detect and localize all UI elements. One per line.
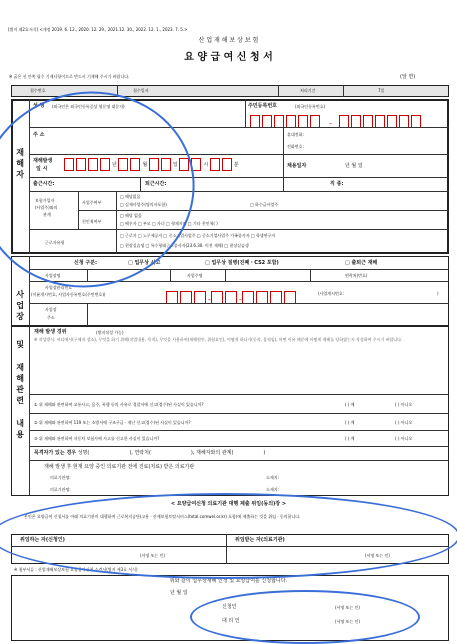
page-indicator: (앞 면) xyxy=(400,74,416,80)
worker-type-options-1[interactable]: □ 근로자 □ 노무제공자 □ 중소기업사업주 □ 중소기업사업주 가족종사자 □ 학생연구자 xyxy=(120,233,276,238)
business-start-close: ) xyxy=(437,291,439,296)
q1-yes[interactable]: ( ) 예 xyxy=(345,402,355,407)
disaster-date-field[interactable]: 년 월 일 시 분 xyxy=(64,158,274,174)
relative-option-none[interactable]: □ 해당 없음 xyxy=(120,213,142,218)
disaster-details-label: 재해 발생 경위 xyxy=(34,329,67,335)
q2-yes[interactable]: ( ) 예 xyxy=(345,420,355,425)
disaster-date-label-1: 재해발생 xyxy=(33,158,53,164)
delegator-sign[interactable]: (서명 또는 인) xyxy=(140,553,165,558)
q2-no[interactable]: ( ) 아니오 xyxy=(395,420,413,425)
phone-label: 전화번호: xyxy=(287,144,304,149)
page-title: 요 양 급 여 신 청 서 xyxy=(184,52,273,63)
worker-section-label: 재해자 xyxy=(15,148,25,181)
witness-close: ) xyxy=(263,450,266,456)
hospital-address-label[interactable]: 소재지: xyxy=(266,475,279,480)
q3-no[interactable]: ( ) 아니오 xyxy=(395,436,413,441)
business-start-label: (사업개시번호: xyxy=(318,291,345,296)
disaster-details-field[interactable] xyxy=(32,350,446,392)
instructions: ※ 굵은 선 안쪽 필수 기재사항이므로 반드시 기재해 주시기 바랍니다. xyxy=(9,74,130,79)
applicant-label: 신청인 xyxy=(222,604,237,610)
disaster-details-guide: ※ 작성방식: 어디에서(구체적 장소), 무엇을 하기 위해(작업내용, 목적), 무엇을 사용하여(재해원인, 위험요인), 어떻게 하다가(동작, 움직임), 어떤 이유 때문에 어떻게 재해를 당하였는지 작성하여 주시기 바랍니다. xyxy=(34,337,403,342)
witness-relation: ), 재해자와의 관계( xyxy=(190,450,234,456)
agency-title: 산 업 재 해 보 상 보 험 xyxy=(198,37,259,44)
job-type-label[interactable]: 직 종: xyxy=(330,181,344,187)
relative-check-label: 친인척여부 xyxy=(82,219,102,224)
owner-option-actual[interactable]: □ 실제사업주(명의자포함) xyxy=(120,202,167,207)
commute-time-label[interactable]: 출근시간: xyxy=(33,181,55,187)
application-statement: 위와 같이 업무상재해 인정 및 요양급여를 신청합니다. xyxy=(169,578,288,584)
rrn-hint: (외국인등록번호) xyxy=(295,104,326,109)
q3-yes[interactable]: ( ) 예 xyxy=(345,436,355,441)
delegatee-sign[interactable]: (서명 또는 인) xyxy=(365,553,390,558)
hospital-name-label-2[interactable]: 의료기관명: xyxy=(50,487,71,492)
hospital-address-label-2[interactable]: 소재지: xyxy=(266,487,279,492)
hospital-name-label[interactable]: 의료기관명: xyxy=(50,475,71,480)
question-insurance: ③ 위 재해와 관련하여 자동차 보험사에 사고를 신고한 사실이 있습니까? xyxy=(34,436,160,441)
mgmt-number-label-2: (이륜개시번호, 사업자등록번호(주민번호)) xyxy=(31,292,106,297)
receipt-number-label: 접수번호 xyxy=(30,88,46,93)
workplace-contact-label: 연락처(번호) xyxy=(345,273,368,278)
claim-type-prefix: 신청 구분: xyxy=(74,260,98,266)
workplace-address-label-1: 사업장 xyxy=(45,307,57,312)
delegator-label: 위임하는 자(신청인) xyxy=(20,537,65,543)
owner-option-none[interactable]: □ 해당없음 xyxy=(120,194,141,199)
relative-options[interactable]: □ 배우자 □ 부모 □ 자녀 □ 형제자매 □ 기타 친인척( ) xyxy=(120,221,218,226)
claim-type-accident[interactable]: □ 업무상 사고 xyxy=(128,260,161,266)
mobile-label: 휴대전화: xyxy=(287,132,304,137)
insured-relation-label-3: 관계 xyxy=(43,212,51,217)
claim-type-commute[interactable]: □ 출퇴근 재해 xyxy=(345,260,378,266)
processing-period-label: 처리기간 xyxy=(300,88,316,93)
workplace-name-label: 사업장명 xyxy=(45,273,61,278)
rrn-field[interactable]: - xyxy=(250,111,445,125)
claim-type-disease[interactable]: □ 업무상 질병(진폐・CS2 포함) xyxy=(205,260,279,266)
proxy-label: 대 리 인 xyxy=(222,618,240,624)
question-119: ② 위 재해와 관련하여 119 또는 소방서에 구조구급 · 재난 신고(접수)된 사실이 있습니까? xyxy=(34,420,191,425)
witness-label: 목격자가 있는 경우 xyxy=(34,450,77,456)
rrn-label: 주민등록번호 xyxy=(248,103,277,109)
delegation-heading: < 요양급여신청 의료기관 대행 제출 위임(동의)장 > xyxy=(170,501,287,507)
processing-period-value: 7일 xyxy=(378,88,385,93)
employment-date-label: 채용일자 xyxy=(287,163,307,169)
applicant-sign[interactable]: (서명 또는 인) xyxy=(335,605,360,610)
address-field[interactable] xyxy=(60,129,280,153)
leave-time-label[interactable]: 퇴근시간: xyxy=(145,181,167,187)
delegation-text: 본인은 요양급여 신청서를 아래 의료기관이 대행하여 근로복지공단(고용 · 산재보험토탈서비스(total.comwel.or.kr) 포함)에 제출하는 것을 위임 · 동의합니다. xyxy=(24,514,301,519)
witness-row[interactable] xyxy=(34,450,444,456)
name-field[interactable] xyxy=(33,110,243,126)
q1-no[interactable]: ( ) 아니오 xyxy=(395,402,413,407)
owner-option-subcontract[interactable]: □ 하수급사업주 xyxy=(250,202,279,207)
workplace-address-label-2: 주소 xyxy=(47,315,55,320)
address-label: 주 소 xyxy=(33,132,45,138)
form-header-note: [별지 제2호서식] <개정 2019. 6. 12., 2020. 12. 29., 2021.12. 30., 2022. 12. 1., 2023. 7. 5.> xyxy=(8,27,188,32)
disaster-details-hint: (별지작성 가능) xyxy=(96,330,124,335)
witness-contact: ), 연락처( xyxy=(129,450,151,456)
workplace-address-field[interactable] xyxy=(90,305,440,324)
delegation-table xyxy=(11,534,449,564)
worker-type-label: 근로자유형 xyxy=(45,240,65,245)
name-label: 성 명 xyxy=(33,103,45,109)
insured-relation-label-1: 보험가입자 xyxy=(35,198,55,203)
delegatee-label: 위임받는 자(의료기관) xyxy=(235,537,285,543)
insured-relation-label-2: (사업주)와의 xyxy=(35,205,58,210)
receipt-date-label: 접수일자 xyxy=(133,88,149,93)
disaster-date-label-2: 일 시 xyxy=(36,166,48,172)
owner-check-label: 사업주여부 xyxy=(82,200,102,205)
witness-name: 성명( xyxy=(77,450,90,456)
proxy-sign[interactable]: (서명 또는 인) xyxy=(335,619,360,624)
hospital-line: 재해 발생 후 현재 요양 중인 의료기관 전에 진료(처료) 받은 의료기관 xyxy=(44,464,195,470)
owner-name-label: 사업주명 xyxy=(187,273,203,278)
name-hint: (외국인은 외국인등록증상 영문명 대문자) xyxy=(52,104,125,109)
workplace-section-label: 사업장 xyxy=(15,290,25,323)
employment-date-value[interactable]: 년 월 일 xyxy=(345,163,363,169)
mgmt-number-label-1: 사업장관리번호 xyxy=(45,285,73,290)
attachment-note: ※ 첨부서류 : 산업재해보상보험 요양급여신청 소견서(별지 제3호 서식) xyxy=(14,567,138,572)
worker-type-options-2[interactable]: □ 현장실습생 □ 특수형태근로종사자(23.6.30. 이전 재해) □ 현장실습생 xyxy=(120,243,249,248)
disaster-section-label: 및 재해관련 내용 xyxy=(15,340,25,441)
mgmt-number-field[interactable]: - - xyxy=(166,287,316,301)
question-police: ① 위 재해와 관련하여 교통사고, 음주, 폭행 등의 사유로 경찰서에 신고(접수)된 사실이 있습니까? xyxy=(34,402,204,407)
application-date[interactable]: 년 월 일 xyxy=(170,590,188,596)
